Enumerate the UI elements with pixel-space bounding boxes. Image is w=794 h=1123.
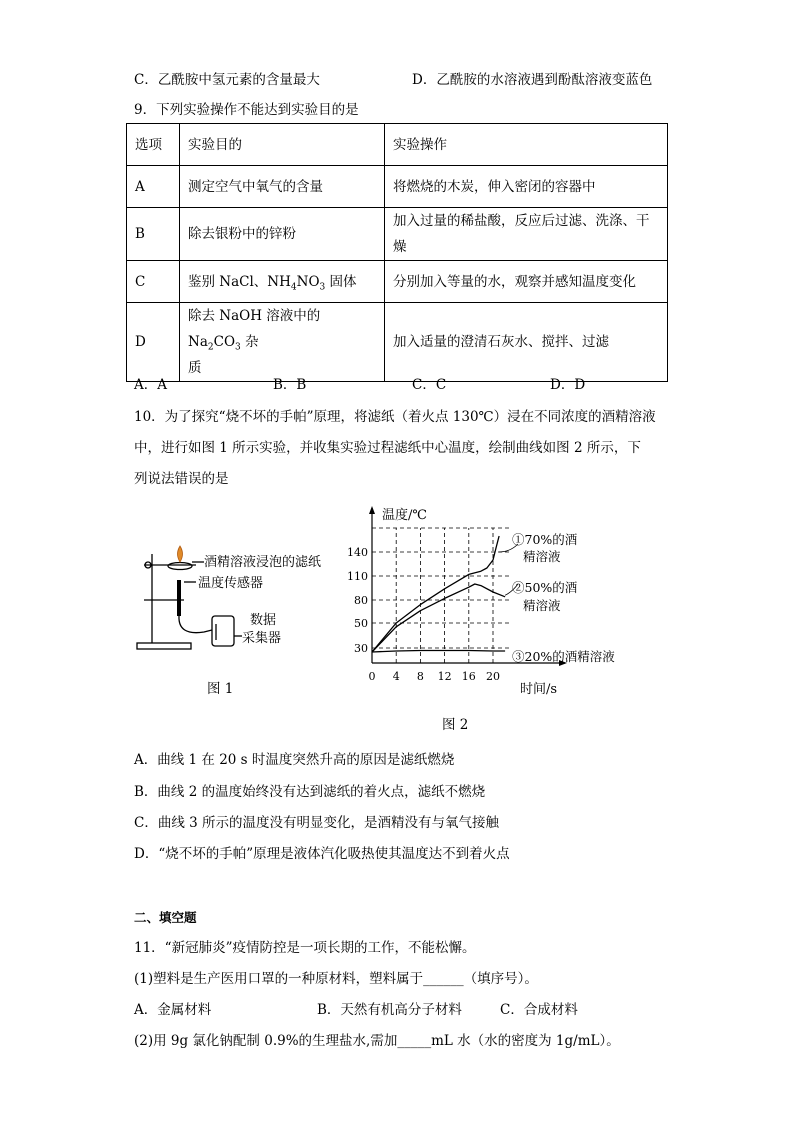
figure-1-apparatus bbox=[134, 540, 324, 660]
x-tick-label: 20 bbox=[486, 670, 500, 683]
y-tick-label: 110 bbox=[347, 570, 368, 583]
row-operation: 分别加入等量的水，观察并感知温度变化 bbox=[385, 261, 668, 303]
table-header-purpose: 实验目的 bbox=[180, 124, 385, 166]
data-collector bbox=[212, 616, 234, 646]
y-tick-label: 140 bbox=[347, 546, 368, 559]
label-paper: 酒精溶液浸泡的滤纸 bbox=[204, 555, 322, 570]
table-header-row bbox=[127, 124, 668, 166]
series-label-3: ③20%的酒精溶液 bbox=[512, 649, 615, 664]
q11-part-2: (2)用 9g 氯化钠配制 0.9%的生理盐水,需加_____mL 水（水的密度为 1g/mL）。 bbox=[134, 1033, 620, 1049]
subscript: 3 bbox=[235, 342, 241, 353]
label-collector-1: 数据 bbox=[250, 613, 277, 628]
x-axis-label: 时间/s bbox=[520, 682, 558, 697]
series-line-2 bbox=[372, 584, 505, 652]
series-line-1 bbox=[372, 536, 499, 652]
stand-base bbox=[137, 643, 191, 649]
q10-stem-line-1: 10．为了探究“烧不坏的手帕”原理，将滤纸（着火点 130℃）浸在不同浓度的酒精溶液 bbox=[134, 409, 656, 425]
q9-answer-options bbox=[134, 373, 634, 391]
q10-option-a: A．曲线 1 在 20 s 时温度突然升高的原因是滤纸燃烧 bbox=[134, 752, 455, 768]
sensor-cable bbox=[179, 616, 212, 633]
row-purpose bbox=[180, 303, 385, 382]
row-operation: 加入适量的澄清石灰水、搅拌、过滤 bbox=[385, 303, 668, 382]
answer-option-d: D．D bbox=[550, 377, 586, 393]
figure-1-caption: 图 1 bbox=[207, 681, 234, 697]
q11-option-a: A．金属材料 bbox=[134, 1002, 212, 1018]
label-collector-2: 采集器 bbox=[242, 631, 282, 646]
subscript: 4 bbox=[290, 282, 297, 293]
figure-2-caption: 图 2 bbox=[442, 717, 469, 733]
table-row bbox=[127, 261, 668, 303]
formula-text: 鉴别 NaCl、NH bbox=[188, 273, 291, 290]
q10-option-d: D．“烧不坏的手帕”原理是液体汽化吸热使其温度达不到着火点 bbox=[134, 846, 510, 862]
x-tick-label: 16 bbox=[461, 670, 476, 683]
q10-option-b: B．曲线 2 的温度始终没有达到滤纸的着火点，滤纸不燃烧 bbox=[134, 784, 486, 800]
subscript: 2 bbox=[207, 342, 214, 353]
row-purpose: 测定空气中氧气的含量 bbox=[180, 166, 385, 208]
y-tick-label: 50 bbox=[354, 617, 368, 630]
formula-text: 固体 bbox=[325, 273, 357, 290]
q11-part-1-options bbox=[134, 998, 614, 1016]
row-option: B bbox=[127, 208, 180, 261]
q9-table bbox=[126, 123, 668, 382]
flame-icon bbox=[178, 546, 183, 562]
q8-option-c: C．乙酰胺中氢元素的含量最大 bbox=[134, 72, 320, 88]
row-option: D bbox=[127, 303, 180, 382]
q11-option-c: C．合成材料 bbox=[500, 1002, 578, 1018]
row-purpose bbox=[180, 261, 385, 303]
series-label-1b: 精溶液 bbox=[523, 549, 561, 564]
formula-text: 除去 NaOH 溶液中的 Na bbox=[188, 308, 321, 350]
q10-option-c: C．曲线 3 所示的温度没有明显变化，是酒精没有与氧气接触 bbox=[134, 815, 500, 831]
formula-text: NO bbox=[296, 273, 320, 290]
row-purpose: 除去银粉中的锌粉 bbox=[180, 208, 385, 261]
row-operation: 将燃烧的木炭，伸入密闭的容器中 bbox=[385, 166, 668, 208]
q10-stem-line-2: 中，进行如图 1 所示实验，并收集实验过程滤纸中心温度，绘制曲线如图 2 所示，下 bbox=[134, 440, 641, 456]
series-line-3 bbox=[372, 651, 505, 653]
answer-option-c: C．C bbox=[412, 377, 447, 393]
q8-option-d: D．乙酰胺的水溶液遇到酚酞溶液变蓝色 bbox=[412, 72, 653, 88]
y-axis-label: 温度/℃ bbox=[382, 508, 427, 523]
series-label-1a: ①70%的酒 bbox=[512, 532, 578, 547]
formula-text: 质 bbox=[188, 360, 202, 376]
section-title: 二、填空题 bbox=[134, 910, 197, 925]
table-header-option: 选项 bbox=[127, 124, 180, 166]
x-tick-label: 12 bbox=[437, 670, 452, 683]
q11-stem: 11．“新冠肺炎”疫情防控是一项长期的工作，不能松懈。 bbox=[134, 940, 476, 956]
series-label-2a: ②50%的酒 bbox=[512, 580, 578, 595]
y-tick-label: 30 bbox=[354, 642, 368, 655]
answer-option-a: A．A bbox=[134, 377, 167, 393]
subscript: 3 bbox=[319, 282, 326, 293]
q10-stem-line-3: 列说法错误的是 bbox=[134, 471, 229, 487]
series-label-2b: 精溶液 bbox=[523, 598, 561, 613]
label-sensor: 温度传感器 bbox=[198, 576, 264, 591]
table-row bbox=[127, 303, 668, 382]
formula-text: CO bbox=[213, 334, 236, 350]
row-option: A bbox=[127, 166, 180, 208]
table-row bbox=[127, 166, 668, 208]
answer-option-b: B．B bbox=[273, 377, 307, 393]
table-header-operation: 实验操作 bbox=[385, 124, 668, 166]
x-tick-label: 4 bbox=[392, 670, 400, 683]
filter-paper bbox=[168, 563, 192, 570]
y-tick-label: 80 bbox=[354, 594, 368, 607]
figure-2-chart bbox=[340, 500, 650, 700]
y-axis-arrow-icon bbox=[369, 506, 375, 514]
formula-text: 杂 bbox=[240, 334, 259, 350]
table-row bbox=[127, 208, 668, 261]
x-tick-label: 0 bbox=[368, 670, 376, 683]
row-option: C bbox=[127, 261, 180, 303]
row-operation: 加入过量的稀盐酸，反应后过滤、洗涤、干燥 bbox=[385, 208, 668, 261]
x-tick-label: 8 bbox=[416, 670, 424, 683]
q9-stem: 9．下列实验操作不能达到实验目的是 bbox=[134, 102, 359, 118]
q11-option-b: B．天然有机高分子材料 bbox=[317, 1002, 462, 1018]
q11-part-1: (1)塑料是生产医用口罩的一种原材料，塑料属于______（填序号）。 bbox=[134, 971, 538, 987]
